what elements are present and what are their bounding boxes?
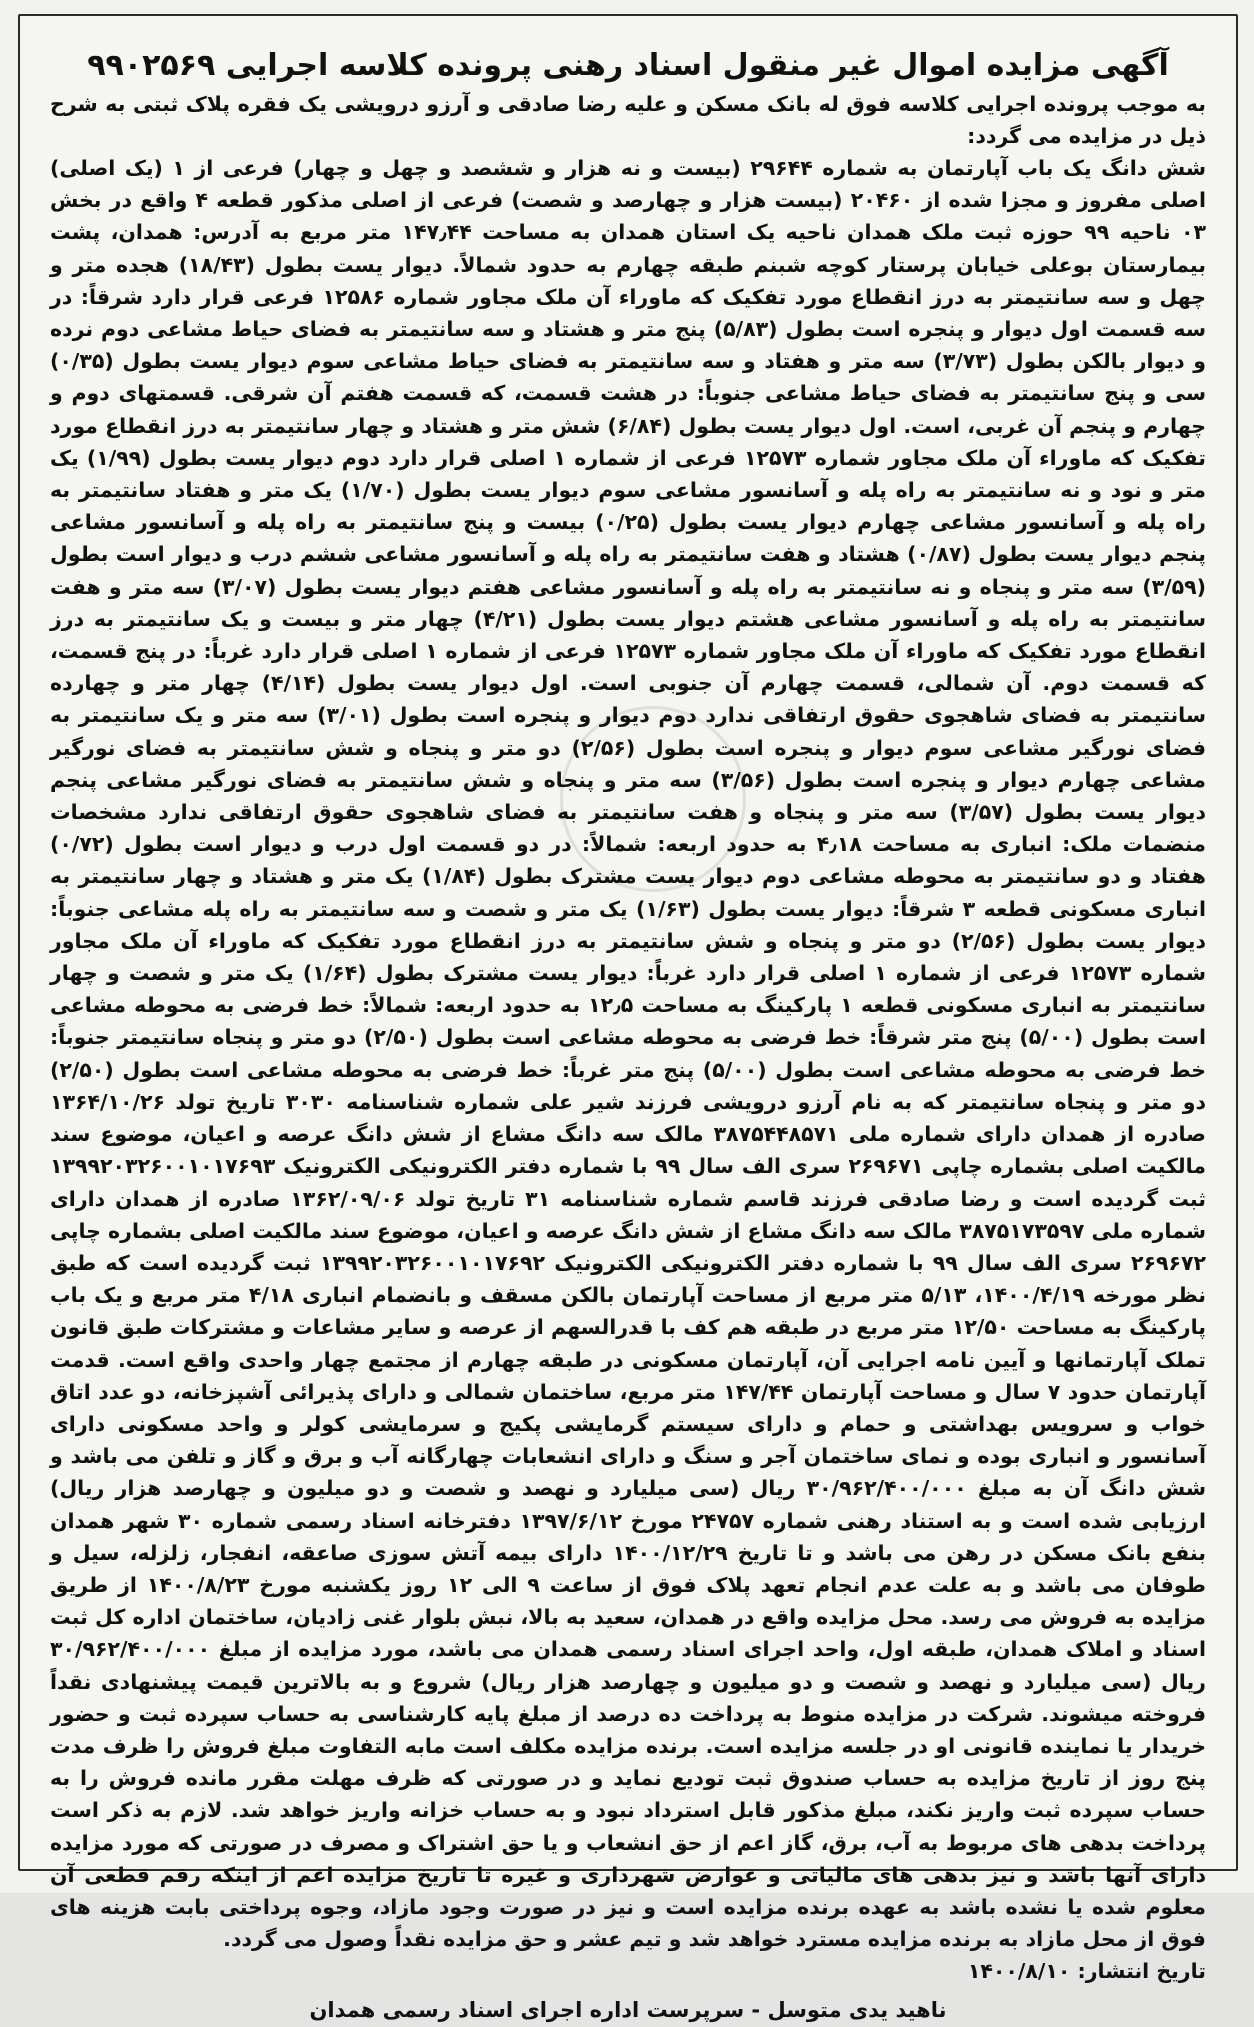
notice-body: شش دانگ یک باب آپارتمان به شماره ۲۹۶۴۴ (بیست و نه هزار و ششصد و چهل و چهار) فرعی از ۱ (یک اصلی) اصلی مفروز و مجزا شده از ۲۰۴۶۰ (بیست هزار و چهارصد و شصت) فرعی از اصلی مذکور قطعه ۴ واقع در بخش ۰۳ ناحیه ۹۹ حوزه ثبت ملک همدان ناحیه یک استان همدان به مساحت ۱۴۷٫۴۴ متر مربع به آدرس: همدان، پشت بیمارستان بوعلی خیابان پرستار کوچه شبنم طبقه چهارم به حدود شمالاً. دیوار یست بطول (۱۸/۴۳) هجده متر و چهل و سه سانتیمتر به درز انقطاع مورد تفکیک که ماوراء آن ملک مجاور شماره ۱۲۵۸۶ فرعی قرار دارد شرقاً: در سه قسمت اول دیوار و پنجره است بطول (۵/۸۳) پنج متر و هشتاد و سه سانتیمتر به فضای حیاط مشاعی دوم نرده و دیوار بالکن بطول (۳/۷۳) سه متر و هفتاد و سه سانتیمتر به فضای حیاط مشاعی سوم دیوار یست بطول (۰/۳۵) سی و پنج سانتیمتر به فضای حیاط مشاعی جنوباً: در هشت قسمت، که قسمت هفتم آن شرقی. قسمتهای دوم و چهارم و پنجم آن غربی، است. اول دیوار یست بطول (۶/۸۴) شش متر و هشتاد و چهار سانتیمتر به درز انقطاع مورد تفکیک که ماوراء آن ملک مجاور شماره ۱۲۵۷۳ فرعی از شماره ۱ اصلی قرار دارد دوم دیوار یست بطول (۱/۹۹) یک متر و نود و نه سانتیمتر به راه پله و آسانسور مشاعی سوم دیوار یست بطول (۱/۷۰) یک متر و هفتاد سانتیمتر به راه پله و آسانسور مشاعی چهارم دیوار یست بطول (۰/۲۵) بیست و پنج سانتیمتر به راه پله و آسانسور مشاعی پنجم دیوار یست بطول (۰/۸۷) هشتاد و هفت سانتیمتر به راه پله و آسانسور مشاعی ششم درب و دیوار است بطول (۳/۵۹) سه متر و پنجاه و نه سانتیمتر به راه پله و آسانسور مشاعی هفتم دیوار یست بطول (۳/۰۷) سه متر و هفت سانتیمتر به راه پله و آسانسور مشاعی هشتم دیوار یست بطول (۴/۲۱) چهار متر و بیست و یک سانتیمتر به درز انقطاع مورد تفکیک که ماوراء آن ملک مجاور شماره ۱۲۵۷۳ فرعی از شماره ۱ اصلی قرار دارد غرباً: در پنج قسمت، که قسمت دوم. آن شمالی، قسمت چهارم آن جنوبی است. اول دیوار یست بطول (۴/۱۴) چهار متر و چهارده سانتیمتر به فضای شاهجوی حقوق ارتفاقی ندارد دوم دیوار و پنجره است بطول (۳/۰۱) سه متر و یک سانتیمتر به فضای نورگیر مشاعی سوم دیوار و پنجره است بطول (۲/۵۶) دو متر و پنجاه و شش سانتیمتر به فضای نورگیر مشاعی چهارم دیوار و پنجره است بطول (۳/۵۶) سه متر و پنجاه و شش سانتیمتر به فضای نورگیر مشاعی پنجم دیوار یست بطول (۳/۵۷) سه متر و پنجاه و هفت سانتیمتر به فضای شاهجوی حقوق ارتفاقی ندارد مشخصات منضمات ملک: انباری به مساحت ۴٫۱۸ به حدود اربعه: شمالاً: در دو قسمت اول درب و دیوار است بطول (۰/۷۲) هفتاد و دو سانتیمتر به محوطه مشاعی دوم دیوار یست مشترک بطول (۱/۸۴) یک متر و هشتاد و چهار سانتیمتر به انباری مسکونی قطعه ۳ شرقاً: دیوار یست بطول (۱/۶۳) یک متر و شصت و سه سانتیمتر به راه پله مشاعی جنوباً: دیوار یست بطول (۲/۵۶) دو متر و پنجاه و شش سانتیمتر به درز انقطاع مورد تفکیک که ماوراء آن ملک مجاور شماره ۱۲۵۷۳ فرعی از شماره ۱ اصلی قرار دارد غرباً: دیوار یست مشترک بطول (۱/۶۴) یک متر و شصت و چهار سانتیمتر به انباری مسکونی قطعه ۱ پارکینگ به مساحت ۱۲٫۵ به حدود اربعه: شمالاً: خط فرضی به محوطه مشاعی است بطول (۵/۰۰) پنج متر شرقاً: خط فرضی به محوطه مشاعی است بطول (۲/۵۰) دو متر و پنجاه سانتیمتر جنوباً: خط فرضی به محوطه مشاعی است بطول (۵/۰۰) پنج متر غرباً: خط فرضی به محوطه مشاعی است بطول (۲/۵۰) دو متر و پنجاه سانتیمتر که به نام آرزو درویشی فرزند شیر علی شماره شناسنامه ۳۰۳۰ تاریخ تولد ۱۳۶۴/۱۰/۲۶ صادره از همدان دارای شماره ملی ۳۸۷۵۴۴۸۵۷۱ مالک سه دانگ مشاع از شش دانگ عرصه و اعیان، موضوع سند مالکیت اصلی بشماره چاپی ۲۶۹۶۷۱ سری الف سال ۹۹ با شماره دفتر الکترونیکی الکترونیک ۱۳۹۹۲۰۳۲۶۰۰۱۰۱۷۶۹۳ ثبت گردیده است و رضا صادقی فرزند قاسم شماره شناسنامه ۳۱ تاریخ تولد ۱۳۶۲/۰۹/۰۶ صادره از همدان دارای شماره ملی ۳۸۷۵۱۷۳۵۹۷ مالک سه دانگ مشاع از شش دانگ عرصه و اعیان، موضوع سند مالکیت اصلی بشماره چاپی ۲۶۹۶۷۲ سری الف سال ۹۹ با شماره دفتر الکترونیکی الکترونیک ۱۳۹۹۲۰۳۲۶۰۰۱۰۱۷۶۹۲ ثبت گردیده است که طبق نظر مورخه ۱۴۰۰/۴/۱۹، ۵/۱۳ متر مربع از مساحت آپارتمان بالکن مسقف و بانضمام انباری ۴/۱۸ متر مربع و یک باب پارکینگ به مساحت ۱۲/۵۰ متر مربع در طبقه هم کف با قدرالسهم از عرصه و سایر مشاعات و مشترکات طبق قانون تملک آپارتمانها و آیین نامه اجرایی آن، آپارتمان مسکونی در طبقه چهارم از مجتمع چهار واحدی واقع است. قدمت آپارتمان حدود ۷ سال و مساحت آپارتمان ۱۴۷/۴۴ متر مربع، ساختمان شمالی و دارای پذیرائی آشپزخانه، دو عدد اتاق خواب و سرویس بهداشتی و حمام و دارای سیستم گرمایشی پکیج و سرمایشی کولر و واحد مسکونی دارای آسانسور و انباری بوده و نمای ساختمان آجر و سنگ و دارای انشعابات چهارگانه آب و برق و گاز و تلفن می باشد و شش دانگ آن به مبلغ ۳۰/۹۶۲/۴۰۰/۰۰۰ ریال (سی میلیارد و نهصد و شصت و دو میلیون و چهارصد هزار ریال) ارزیابی شده است و به استناد رهنی شماره ۲۴۷۵۷ مورخ ۱۳۹۷/۶/۱۲ دفترخانه اسناد رسمی شماره ۳۰ شهر همدان بنفع بانک مسکن در رهن می باشد و تا تاریخ ۱۴۰۰/۱۲/۲۹ دارای بیمه آتش سوزی صاعقه، انفجار، زلزله، سیل و طوفان می باشد و به علت عدم انجام تعهد پلاک فوق از ساعت ۹ الی ۱۲ روز یکشنبه مورخ ۱۴۰۰/۸/۲۳ از طریق مزایده به فروش می رسد. محل مزایده واقع در همدان، سعید به بالا، نبش بلوار غنی زادیان، ساختمان اداره کل ثبت اسناد و املاک همدان، طبقه اول، واحد اجرای اسناد رسمی همدان می باشد، مورد مزایده از مبلغ ۳۰/۹۶۲/۴۰۰/۰۰۰ ریال (سی میلیارد و نهصد و شصت و دو میلیون و چهارصد هزار ریال) شروع و به بالاترین قیمت پیشنهادی نقداً فروخته میشوند. شرکت در مزایده منوط به پرداخت ده درصد از مبلغ پایه کارشناسی به حساب سپرده ثبت و حضور خریدار یا نماینده قانونی او در جلسه مزایده است. برنده مزایده مکلف است مابه التفاوت مبلغ فروش را ظرف مدت پنج روز از تاریخ مزایده به حساب صندوق ثبت تودیع نماید و در صورتی که ظرف مهلت مقرر مانده فروش را به حساب سپرده ثبت واریز نکند، مبلغ مذکور قابل استرداد نبود و به حساب خزانه واریز خواهد شد. لازم به ذکر است پرداخت بدهی های مربوط به آب، برق، گاز اعم از حق انشعاب و یا حق اشتراک و مصرف در صورتی که مورد مزایده دارای آنها باشد و نیز بدهی های مالیاتی و عوارض شهرداری و غیره تا تاریخ مزایده اعم از اینکه رقم قطعی آن معلوم شده یا نشده باشد به عهده برنده مزایده است و نیز در صورت وجود مازاد، وجوه پرداختی بابت هزینه های فوق از محل مازاد به برنده مزایده مسترد خواهد شد و تیم عشر و حق مزایده نقداً وصول می گردد. — [50, 156, 1207, 1952]
notice-intro: به موجب پرونده اجرایی کلاسه فوق له بانک مسکن و علیه رضا صادقی و آرزو درویشی یک فقره پلاک ثبتی به شرح ذیل در مزایده می گردد: — [50, 92, 1206, 148]
notice-frame — [18, 14, 1238, 2023]
publish-date: تاریخ انتشار: ۱۴۰۰/۸/۱۰ — [967, 1959, 1206, 1984]
notice-content — [50, 46, 1206, 2027]
signature-line: ناهید یدی متوسل - سرپرست اداره اجرای اسناد رسمی همدان — [309, 1998, 947, 2023]
notice-title: آگهی مزایده اموال غیر منقول اسناد رهنی پرونده کلاسه اجرایی ۹۹۰۲۵۶۹ — [87, 48, 1169, 83]
